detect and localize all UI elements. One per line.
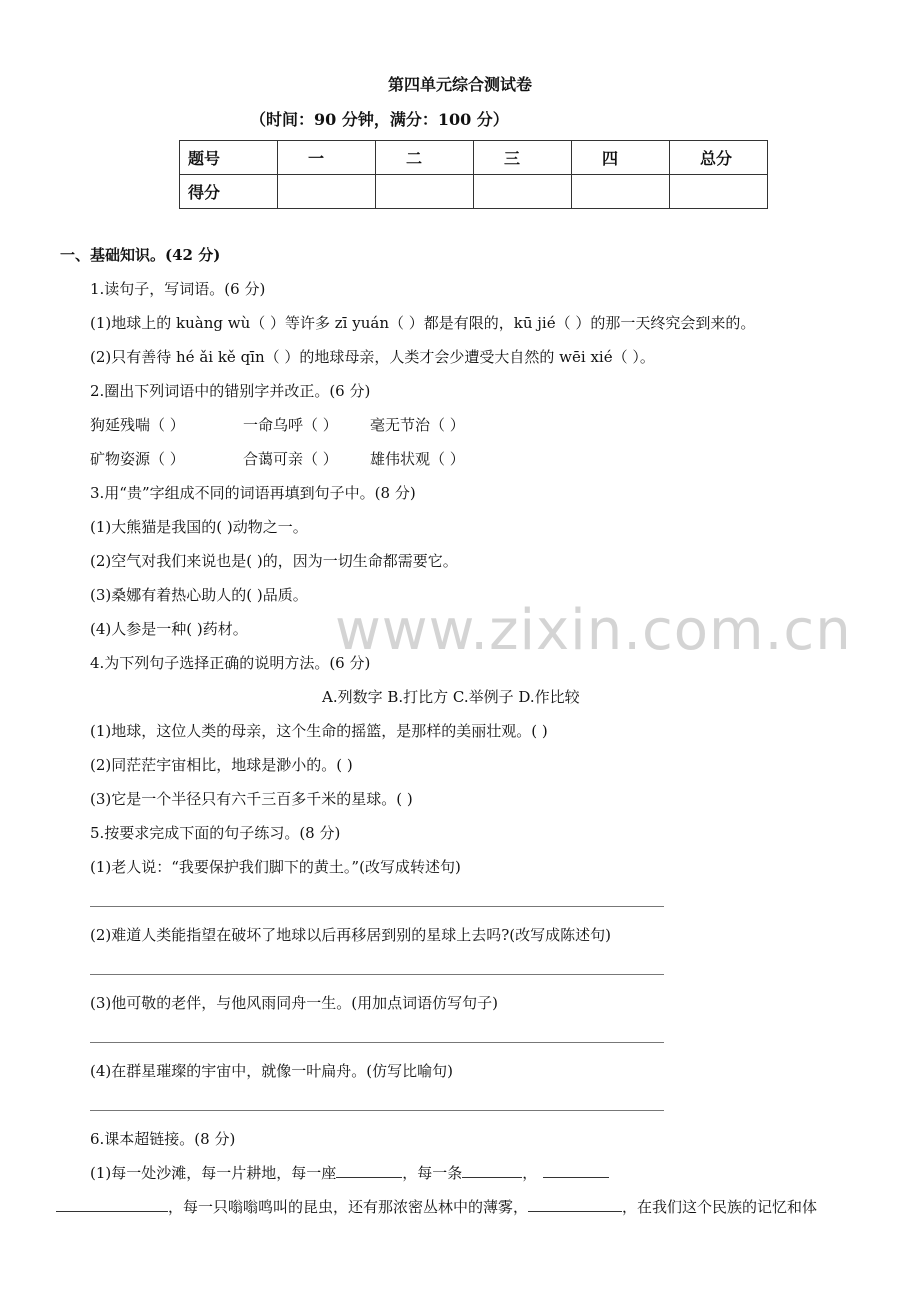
watermark: www.zixin.com.cn (335, 598, 852, 663)
word-item: 一命乌呼（ ） (243, 416, 338, 434)
question-5-line-2: (2)难道人类能指望在破坏了地球以后再移居到别的星球上去吗?(改写成陈述句) (90, 926, 611, 944)
question-4-heading: 4.为下列句子选择正确的说明方法。(6 分) (90, 654, 371, 672)
question-5-line-4: (4)在群星璀璨的宇宙中，就像一叶扁舟。(仿写比喻句) (90, 1062, 453, 1080)
score-cell-2: 二 (376, 141, 474, 175)
word-item: 矿物姿源（ ） (90, 450, 185, 468)
question-5-line-3: (3)他可敬的老伴，与他风雨同舟一生。(用加点词语仿写句子) (90, 994, 498, 1012)
question-3-heading: 3.用“贵”字组成不同的词语再填到句子中。(8 分) (90, 484, 416, 502)
answer-line[interactable] (90, 1042, 664, 1043)
section-heading: 一、基础知识。(42 分) (60, 246, 221, 264)
question-6-text: (1)每一处沙滩，每一片耕地，每一座 (90, 1164, 337, 1182)
question-4-line-3: (3)它是一个半径只有六千三百多千米的星球。( ) (90, 790, 413, 808)
question-6-text: ， (522, 1164, 538, 1182)
exam-time-score: （时间：90 分钟，满分：100 分） (250, 110, 509, 129)
question-3-line-1: (1)大熊猫是我国的( )动物之一。 (90, 518, 308, 536)
score-row-label: 得分 (180, 175, 278, 209)
word-item: 狗延残喘（ ） (90, 416, 185, 434)
score-input-4[interactable] (572, 175, 670, 209)
answer-line[interactable] (90, 906, 664, 907)
question-3-line-3: (3)桑娜有着热心助人的( )品质。 (90, 586, 308, 604)
score-cell-3: 三 (474, 141, 572, 175)
question-6-text: ，每一只嗡嗡鸣叫的昆虫，还有那浓密丛林中的薄雾， (168, 1198, 529, 1216)
score-input-1[interactable] (278, 175, 376, 209)
question-3-line-4: (4)人参是一种( )药材。 (90, 620, 248, 638)
score-cell-total: 总分 (670, 141, 768, 175)
question-4-line-2: (2)同茫茫宇宙相比，地球是渺小的。( ) (90, 756, 353, 774)
score-input-2[interactable] (376, 175, 474, 209)
score-input-3[interactable] (474, 175, 572, 209)
score-cell-4: 四 (572, 141, 670, 175)
question-4-line-1: (1)地球，这位人类的母亲，这个生命的摇篮，是那样的美丽壮观。( ) (90, 722, 548, 740)
question-5-heading: 5.按要求完成下面的句子练习。(8 分) (90, 824, 341, 842)
page-title: 第四单元综合测试卷 (387, 75, 532, 94)
score-input-total[interactable] (670, 175, 768, 209)
word-item: 合蔼可亲（ ） (243, 450, 338, 468)
question-3-line-2: (2)空气对我们来说也是( )的，因为一切生命都需要它。 (90, 552, 458, 570)
score-table-score-row (180, 175, 768, 209)
word-item: 雄伟状观（ ） (370, 450, 465, 468)
score-cell-1: 一 (278, 141, 376, 175)
question-6-line-1 (90, 1162, 609, 1183)
question-4-options: A.列数字 B.打比方 C.举例子 D.作比较 (322, 688, 580, 706)
fill-blank[interactable] (336, 1163, 402, 1178)
answer-line[interactable] (90, 1110, 664, 1111)
question-1-heading: 1.读句子，写词语。(6 分) (90, 280, 266, 298)
fill-blank[interactable] (543, 1163, 609, 1178)
score-cell-label: 题号 (180, 141, 278, 175)
question-2-heading: 2.圈出下列词语中的错别字并改正。(6 分) (90, 382, 371, 400)
question-5-line-1: (1)老人说：“我要保护我们脚下的黄土。”(改写成转述句) (90, 858, 461, 876)
score-table (179, 140, 768, 209)
score-table-header-row (180, 141, 768, 175)
question-6-text: ，在我们这个民族的记忆和体 (622, 1198, 818, 1216)
word-item: 毫无节治（ ） (370, 416, 465, 434)
fill-blank[interactable] (528, 1197, 622, 1212)
question-1-line-1: (1)地球上的 kuàng wù（ ）等许多 zī yuán（ ）都是有限的，kū jié（ ）的那一天终究会到来的。 (90, 314, 756, 332)
question-1-line-2: (2)只有善待 hé ǎi kě qīn（ ）的地球母亲，人类才会少遭受大自然的 wēi xié（ ）。 (90, 348, 655, 366)
fill-blank[interactable] (56, 1197, 168, 1212)
question-6-heading: 6.课本超链接。(8 分) (90, 1130, 236, 1148)
question-6-text: ，每一条 (402, 1164, 463, 1182)
question-6-line-2 (56, 1196, 817, 1217)
fill-blank[interactable] (462, 1163, 522, 1178)
answer-line[interactable] (90, 974, 664, 975)
